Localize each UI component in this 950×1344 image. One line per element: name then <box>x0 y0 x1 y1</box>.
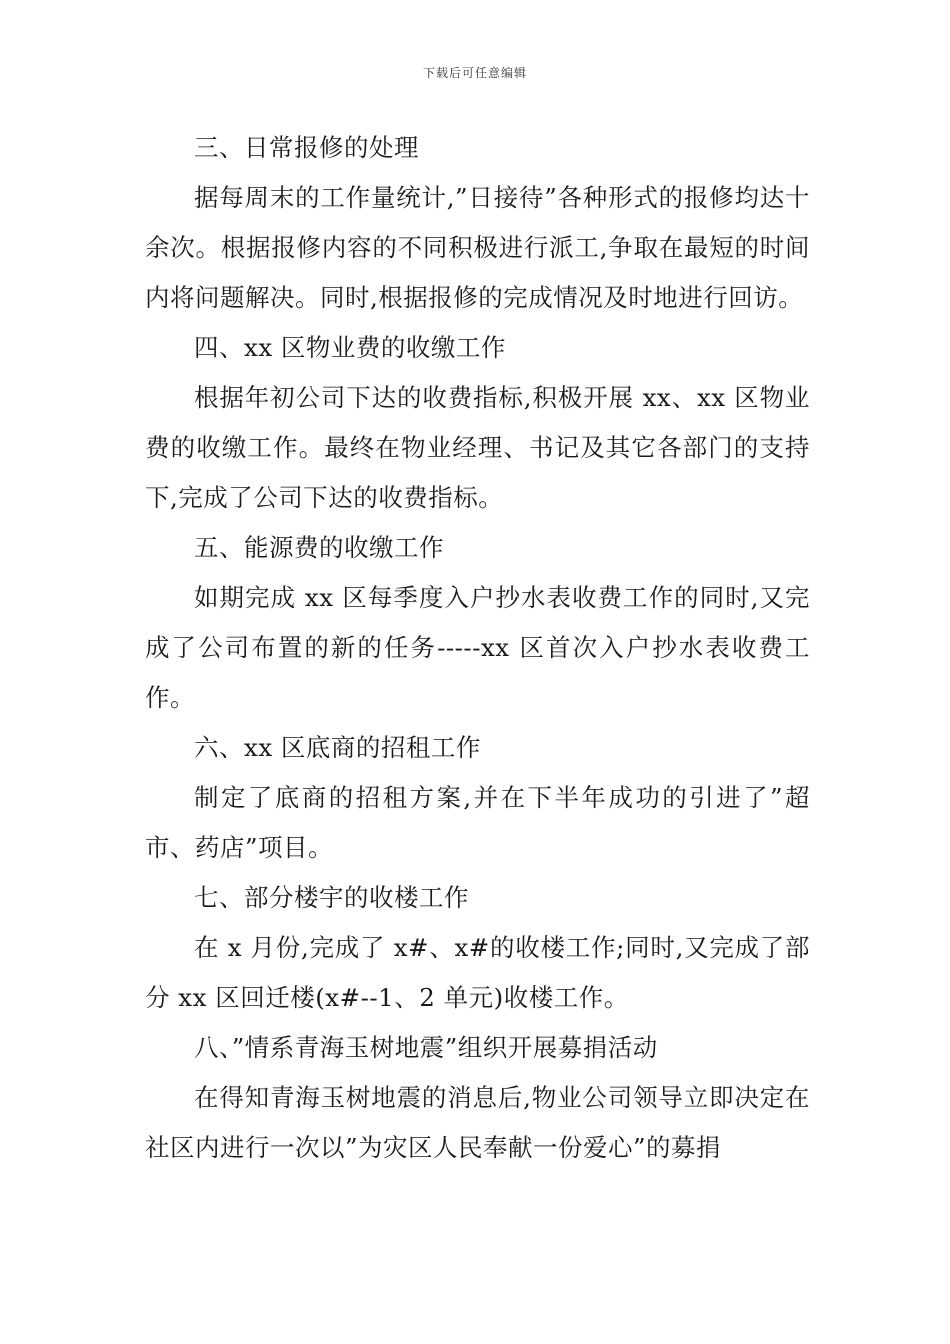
paragraph-energy-fee: 如期完成 xx 区每季度入户抄水表收费工作的同时,又完成了公司布置的新的任务-----xx 区首次入户抄水表收费工作。 <box>145 583 810 712</box>
section-heading-repairs: 三、日常报修的处理 <box>194 133 419 162</box>
paragraph-leasing: 制定了底商的招租方案,并在下半年成功的引进了”超市、药店”项目。 <box>145 783 810 862</box>
paragraph-donation: 在得知青海玉树地震的消息后,物业公司领导立即决定在社区内进行一次以”为灾区人民奉献一份爱心”的募捐 <box>145 1083 810 1162</box>
section-heading-donation: 八、”情系青海玉树地震”组织开展募捐活动 <box>194 1033 658 1062</box>
paragraph-property-fee: 根据年初公司下达的收费指标,积极开展 xx、xx 区物业费的收缴工作。最终在物业经理、书记及其它各部门的支持下,完成了公司下达的收费指标。 <box>145 383 810 512</box>
page-header: 下载后可任意编辑 <box>422 66 527 80</box>
section-heading-handover: 七、部分楼宇的收楼工作 <box>194 883 469 912</box>
section-heading-energy-fee: 五、能源费的收缴工作 <box>194 533 444 562</box>
section-heading-leasing: 六、xx 区底商的招租工作 <box>194 733 481 762</box>
paragraph-repairs: 据每周末的工作量统计,”日接待”各种形式的报修均达十余次。根据报修内容的不同积极进行派工,争取在最短的时间内将问题解决。同时,根据报修的完成情况及时地进行回访。 <box>145 183 810 312</box>
paragraph-handover: 在 x 月份,完成了 x#、x#的收楼工作;同时,又完成了部分 xx 区回迁楼(x#--1、2 单元)收楼工作。 <box>145 933 810 1012</box>
document-body <box>145 123 810 1173</box>
section-heading-property-fee: 四、xx 区物业费的收缴工作 <box>194 333 506 362</box>
